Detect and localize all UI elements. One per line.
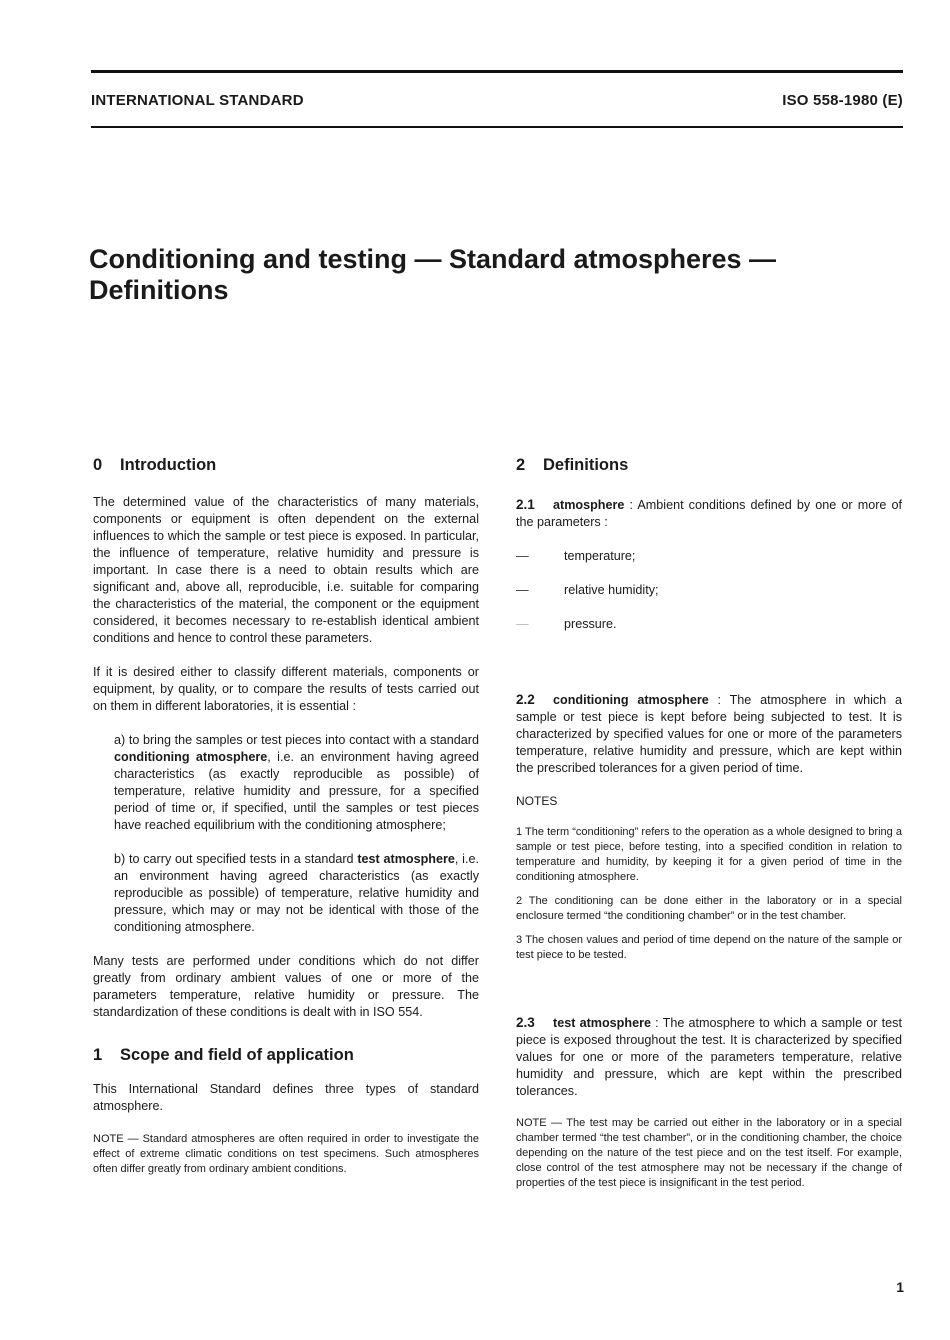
note-2: 2 The conditioning can be done either in the laboratory or in a special enclosure termed “the conditioning chamber” or in the test chamber. <box>516 895 902 922</box>
item-text: b) to carry out specified tests in a standard <box>114 852 358 866</box>
note-3: 3 The chosen values and period of time depend on the nature of the sample or test piece to be tested. <box>516 934 902 961</box>
section-title: Scope and field of application <box>120 1046 354 1064</box>
definition-2-1 <box>516 496 902 531</box>
section-number: 1 <box>93 1046 103 1064</box>
left-column <box>93 455 479 1177</box>
item-text: a) to bring the samples or test pieces into contact with a standard <box>114 733 479 747</box>
title-line-1: Conditioning and testing — Standard atmospheres — <box>89 244 777 274</box>
list-item-text: temperature; <box>564 549 636 563</box>
section-0-heading <box>93 455 479 475</box>
section-title: Definitions <box>543 456 629 474</box>
list-item-text: pressure. <box>564 617 617 631</box>
definition-term: test atmosphere <box>553 1016 651 1030</box>
item-text: , i.e. an environment having agreed characteristics (as exactly reproducible as possible) of temperature, relative humidity and pressure, for a specified period of time or, if specified, until the samples or test pieces have reached equilibrium with the conditioning atmosphere; <box>114 750 479 832</box>
document-number: ISO 558-1980 (E) <box>782 92 903 109</box>
section-number: 2 <box>516 456 526 474</box>
list-item-text: relative humidity; <box>564 583 659 597</box>
right-column <box>516 455 902 1191</box>
definition-number: 2.3 <box>516 1015 535 1030</box>
definition-number: 2.2 <box>516 692 535 707</box>
header-bottom-rule <box>91 126 903 128</box>
intro-paragraph-2: If it is desired either to classify different materials, components or equipment, by quality, or to compare the results of tests carried out on them in different laboratories, it is essential : <box>93 665 479 713</box>
list-dash: — <box>516 549 529 563</box>
item-term: test atmosphere <box>357 852 455 866</box>
title-line-2: Definitions <box>89 275 229 305</box>
note-1: 1 The term “conditioning” refers to the operation as a whole designed to bring a sample or test piece, before testing, into a specified condition in relation to temperature and humidity, by keeping it for a given period of time in the conditioning atmosphere. <box>516 826 902 883</box>
definition-2-2 <box>516 691 902 777</box>
test-atmosphere-note: NOTE — The test may be carried out either in the laboratory or in a special chamber termed “the test chamber”, or in the conditioning chamber, the choice depending on the nature of the test piece and on the test itself. For example, close control of the test atmosphere may not be necessary if the change of properties of the test piece is insignificant in the test period. <box>516 1117 902 1189</box>
definition-2-3 <box>516 1014 902 1100</box>
list-item <box>516 582 902 599</box>
header-top-rule <box>91 70 903 73</box>
section-title: Introduction <box>120 456 217 474</box>
intro-item-b <box>114 851 479 936</box>
section-1-heading <box>93 1045 479 1065</box>
list-item <box>516 548 902 565</box>
page-title <box>89 244 889 306</box>
page-number: 1 <box>896 1279 904 1295</box>
definition-term: atmosphere <box>553 498 625 512</box>
section-2-heading <box>516 455 902 475</box>
intro-paragraph-1: The determined value of the characteristics of many materials, components or equipment is often dependent on the external influences to which the sample or test piece is exposed. In particular, the influence of temperature, relative humidity and pressure is important. In case there is a need to obtain results which are significant and, above all, reproducible, i.e. suitable for comparing the characteristics of the material, the component or the equipment considered, it becomes necessary to re-establish identical ambient conditions and hence to control these parameters. <box>93 495 479 645</box>
definition-term: conditioning atmosphere <box>553 693 709 707</box>
scope-paragraph: This International Standard defines three types of standard atmosphere. <box>93 1082 479 1113</box>
definition-number: 2.1 <box>516 497 535 512</box>
item-term: conditioning atmosphere <box>114 750 268 764</box>
notes-label: NOTES <box>516 794 558 808</box>
intro-paragraph-3: Many tests are performed under conditions which do not differ greatly from ordinary ambient values of one or more of the parameters temperature, relative humidity or pressure. The standardization of these conditions is dealt with in ISO 554. <box>93 954 479 1019</box>
item-text: , i.e. an environment having agreed characteristics (as exactly reproducible as possible) of temperature, relative humidity and pressure, which may or may not be identical with those of the conditioning atmosphere. <box>114 852 479 934</box>
section-number: 0 <box>93 456 103 474</box>
list-dash: — <box>516 617 529 631</box>
document-type: INTERNATIONAL STANDARD <box>91 92 304 109</box>
intro-item-a <box>114 732 479 834</box>
definition-text: : The atmosphere to which a sample or test piece is exposed throughout the test. It is characterized by specified values for one or more of the parameters temperature, relative humidity and pressure, which are kept within the prescribed tolerances. <box>516 1016 902 1098</box>
definition-text: : The atmosphere in which a sample or test piece is kept before being subjected to test. It is characterized by specified values for one or more of the parameters temperature, relative humidity and pressure, which are kept within the prescribed tolerances for a given period of time. <box>516 693 902 775</box>
list-item <box>516 616 902 633</box>
scope-note: NOTE — Standard atmospheres are often required in order to investigate the effect of extreme climatic conditions on test specimens. Such atmospheres often differ greatly from ordinary ambient conditions. <box>93 1133 479 1175</box>
list-dash: — <box>516 583 529 597</box>
definition-text: : Ambient conditions defined by one or more of the parameters : <box>516 498 902 529</box>
